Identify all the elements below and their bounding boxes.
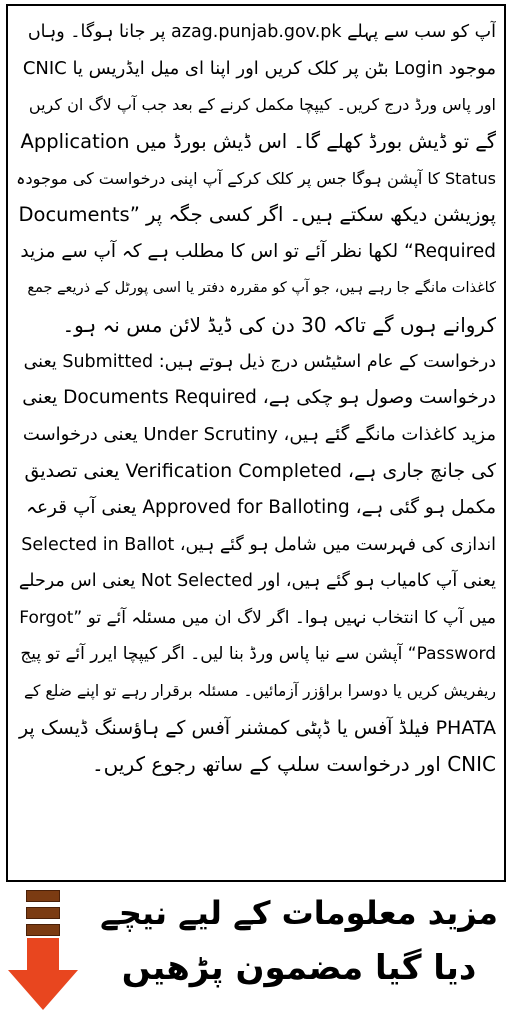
down-arrow-icon <box>27 938 59 972</box>
article-box <box>6 4 506 882</box>
article-line: CNIC اور درخواست سلپ کے ساتھ رجوع کریں۔ <box>91 752 496 777</box>
article-line: کاغذات مانگے جا رہے ہیں، جو آپ کو مقررہ دفتر یا اسی پورٹل کے ذریعے جمع <box>27 280 496 297</box>
article-line: PHATA فیلڈ آفس یا ڈپٹی کمشنر آفس کے ہاؤسنگ ڈیسک پر <box>18 716 496 739</box>
article-line: Password“ آپشن سے نیا پاس ورڈ بنا لیں۔ اگر کیپچا ایرر آئے تو پیج <box>20 644 496 665</box>
article-line: مکمل ہو گئی ہے، Approved for Balloting یعنی آپ قرعہ <box>26 497 496 519</box>
article-line: یعنی آپ کامیاب ہو گئے ہیں، اور Not Selected یعنی اس مرحلے <box>18 571 496 592</box>
article-line: میں آپ کا انتخاب نہیں ہوا۔ اگر لاگ ان میں مسئلہ آئے تو ”Forgot <box>19 607 496 628</box>
read-more-line-2: دیا گیا مضمون پڑھیں <box>121 948 477 988</box>
stripe-bar <box>26 924 60 936</box>
article-line: Required“ لکھا نظر آئے تو اس کا مطلب ہے کہ آپ سے مزید <box>20 240 496 262</box>
article-line: درخواست وصول ہو چکی ہے، Documents Required یعنی <box>22 387 496 409</box>
article-line: آپ کو سب سے پہلے azag.punjab.gov.pk پر جانا ہوگا۔ وہاں <box>27 22 496 43</box>
read-more-line-1: مزید معلومات کے لیے نیچے <box>100 894 498 932</box>
stripe-bar <box>26 890 60 902</box>
article-line: پوزیشن دیکھ سکتے ہیں۔ اگر کسی جگہ پر ”Documents <box>18 203 496 227</box>
article-line: اور پاس ورڈ درج کریں۔ کیپچا مکمل کرنے کے بعد جب آپ لاگ ان کریں <box>28 95 496 115</box>
article-text <box>16 14 496 782</box>
article-line: اندازی کی فہرست میں شامل ہو گئے ہیں، Selected in Ballot <box>21 534 496 555</box>
stripe-bar <box>26 907 60 919</box>
article-line: ریفریش کریں یا دوسرا براؤزر آزمائیں۔ مسئلہ برقرار رہے تو اپنے ضلع کے <box>23 681 496 700</box>
stripe-bars <box>26 890 60 941</box>
down-arrow-icon <box>8 970 78 1010</box>
article-line: گے تو ڈیش بورڈ کھلے گا۔ اس ڈیش بورڈ میں Application <box>20 130 496 154</box>
read-more-banner <box>0 890 512 1024</box>
article-line: درخواست کے عام اسٹیٹس درج ذیل ہوتے ہیں: Submitted یعنی <box>23 351 496 372</box>
article-line: کی جانچ جاری ہے، Verification Completed یعنی تصدیق <box>24 460 496 483</box>
article-line: مزید کاغذات مانگے گئے ہیں، Under Scrutiny یعنی درخواست <box>22 423 496 445</box>
article-line: موجود Login بٹن پر کلک کریں اور اپنا ای میل ایڈریس یا CNIC <box>22 57 496 79</box>
article-line: Status کا آپشن ہوگا جس پر کلک کرکے آپ اپنی درخواست کی موجودہ <box>16 168 496 188</box>
article-line: کروانے ہوں گے تاکہ 30 دن کی ڈیڈ لائن مس نہ ہو۔ <box>62 313 496 338</box>
